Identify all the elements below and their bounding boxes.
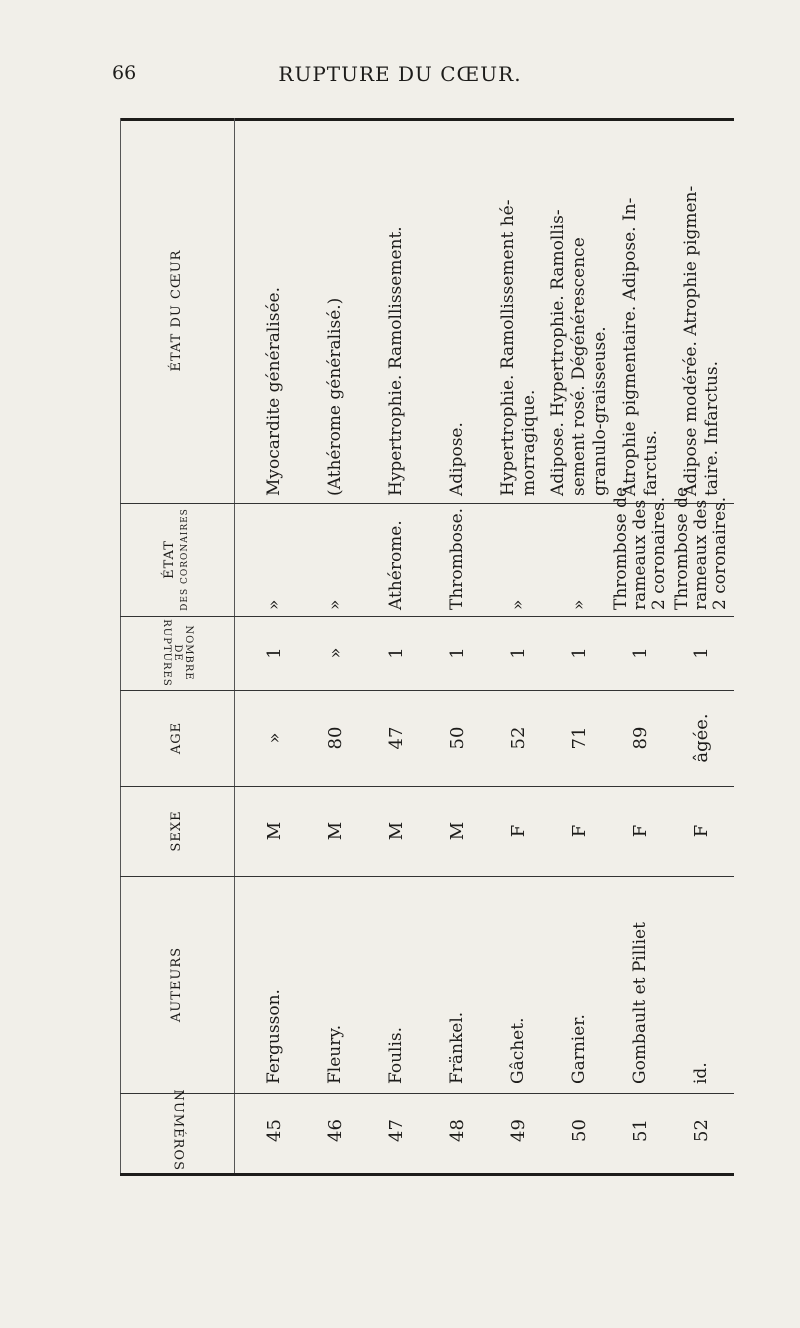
rotated-table-body [120,118,734,1176]
cell-coeur: Adipose modérée. Atrophie pigmen- taire. Infarctus. [680,185,722,496]
cell-ruptures: 1 [569,647,590,659]
header-etat-coeur: ÉTAT DU CŒUR [168,249,184,372]
header-sexe: SEXE [168,810,184,852]
cell-ruptures: 1 [264,647,285,659]
cell-age: 89 [630,726,651,750]
page-number: 66 [112,62,137,84]
cell-auteur: Fränkel. [447,1011,467,1084]
cell-coeur: Hypertrophie. Ramollissement hé- morragique. [497,199,539,496]
cell-numero: 51 [630,1119,651,1142]
cell-numero: 47 [386,1119,407,1142]
cell-sexe: F [630,824,651,838]
table-row [610,118,671,1176]
cell-auteur: Gombault et Pilliet [630,922,650,1084]
cell-sexe: M [386,821,407,841]
page-header [0,62,800,92]
table-row [366,118,427,1176]
table-row [305,118,366,1176]
cell-age: 71 [569,726,590,750]
cell-coeur: Hypertrophie. Ramollissement. [386,226,406,496]
cell-coeur: (Athérome généralisé.) [325,297,345,496]
cell-numero: 46 [325,1119,346,1142]
cell-ruptures: 1 [386,647,407,659]
cell-ruptures: 1 [447,647,468,659]
cell-age: 52 [508,726,529,750]
cell-auteur: Gâchet. [508,1017,528,1084]
cell-coeur: Adipose. Hypertrophie. Ramollis- sement rosé. Dégénérescence granulo-graisseuse. [548,209,610,496]
cell-auteur: Garnier. [569,1014,589,1084]
cell-coeur: Myocardite généralisée. [264,287,284,496]
cell-auteur: Fergusson. [264,989,284,1084]
cell-sexe: F [508,824,529,838]
cell-sexe: F [569,824,590,838]
cell-sexe: F [691,824,712,838]
cell-coeur: Adipose. [447,422,467,496]
cell-coronaires: » [325,599,345,610]
cell-numero: 48 [447,1119,468,1142]
header-nombre-ruptures: NOMBRE DE RUPTURES [160,619,194,687]
table-row [427,118,488,1176]
cell-coronaires: » [508,599,528,610]
cell-numero: 52 [691,1119,712,1142]
cell-coronaires: Thrombose. [447,507,467,610]
header-row [120,118,234,1176]
cell-ruptures: 1 [630,647,651,659]
cell-ruptures: » [325,647,346,659]
cell-coronaires: » [264,599,284,610]
cell-ruptures: 1 [691,647,712,659]
cell-coronaires: Thrombose de rameaux des 2 coronaires. [672,486,730,610]
cell-numero: 45 [264,1119,285,1142]
table-row [549,118,610,1176]
cell-ruptures: 1 [508,647,529,659]
table-row [671,118,732,1176]
cell-age: âgée. [691,713,712,763]
cell-age: 50 [447,726,468,750]
cell-numero: 49 [508,1119,529,1142]
cell-auteur: Fleury. [325,1024,345,1084]
header-auteurs: AUTEURS [168,946,184,1023]
cell-sexe: M [325,821,346,841]
cell-age: » [264,732,285,744]
cell-coronaires: Athérome. [386,520,406,610]
header-age: AGE [168,721,184,755]
cell-age: 80 [325,726,346,750]
cell-auteur: id. [691,1062,711,1084]
cell-coeur: Atrophie pigmentaire. Adipose. In- farctus. [619,197,661,496]
cell-sexe: M [264,821,285,841]
table-row [244,118,305,1176]
cell-coronaires: » [569,599,589,610]
cell-numero: 50 [569,1119,590,1142]
cell-auteur: Foulis. [386,1026,406,1084]
header-etat-coronaires: ÉTAT DES CORONAIRES [161,508,191,611]
cell-coronaires: Thrombose de rameaux des 2 coronaires. [611,486,669,610]
header-numeros: NUMÉROS [170,1089,186,1172]
case-table [120,118,734,1176]
table-row [488,118,549,1176]
cell-age: 47 [386,726,407,750]
running-title: RUPTURE DU CŒUR. [278,62,522,86]
cell-sexe: M [447,821,468,841]
